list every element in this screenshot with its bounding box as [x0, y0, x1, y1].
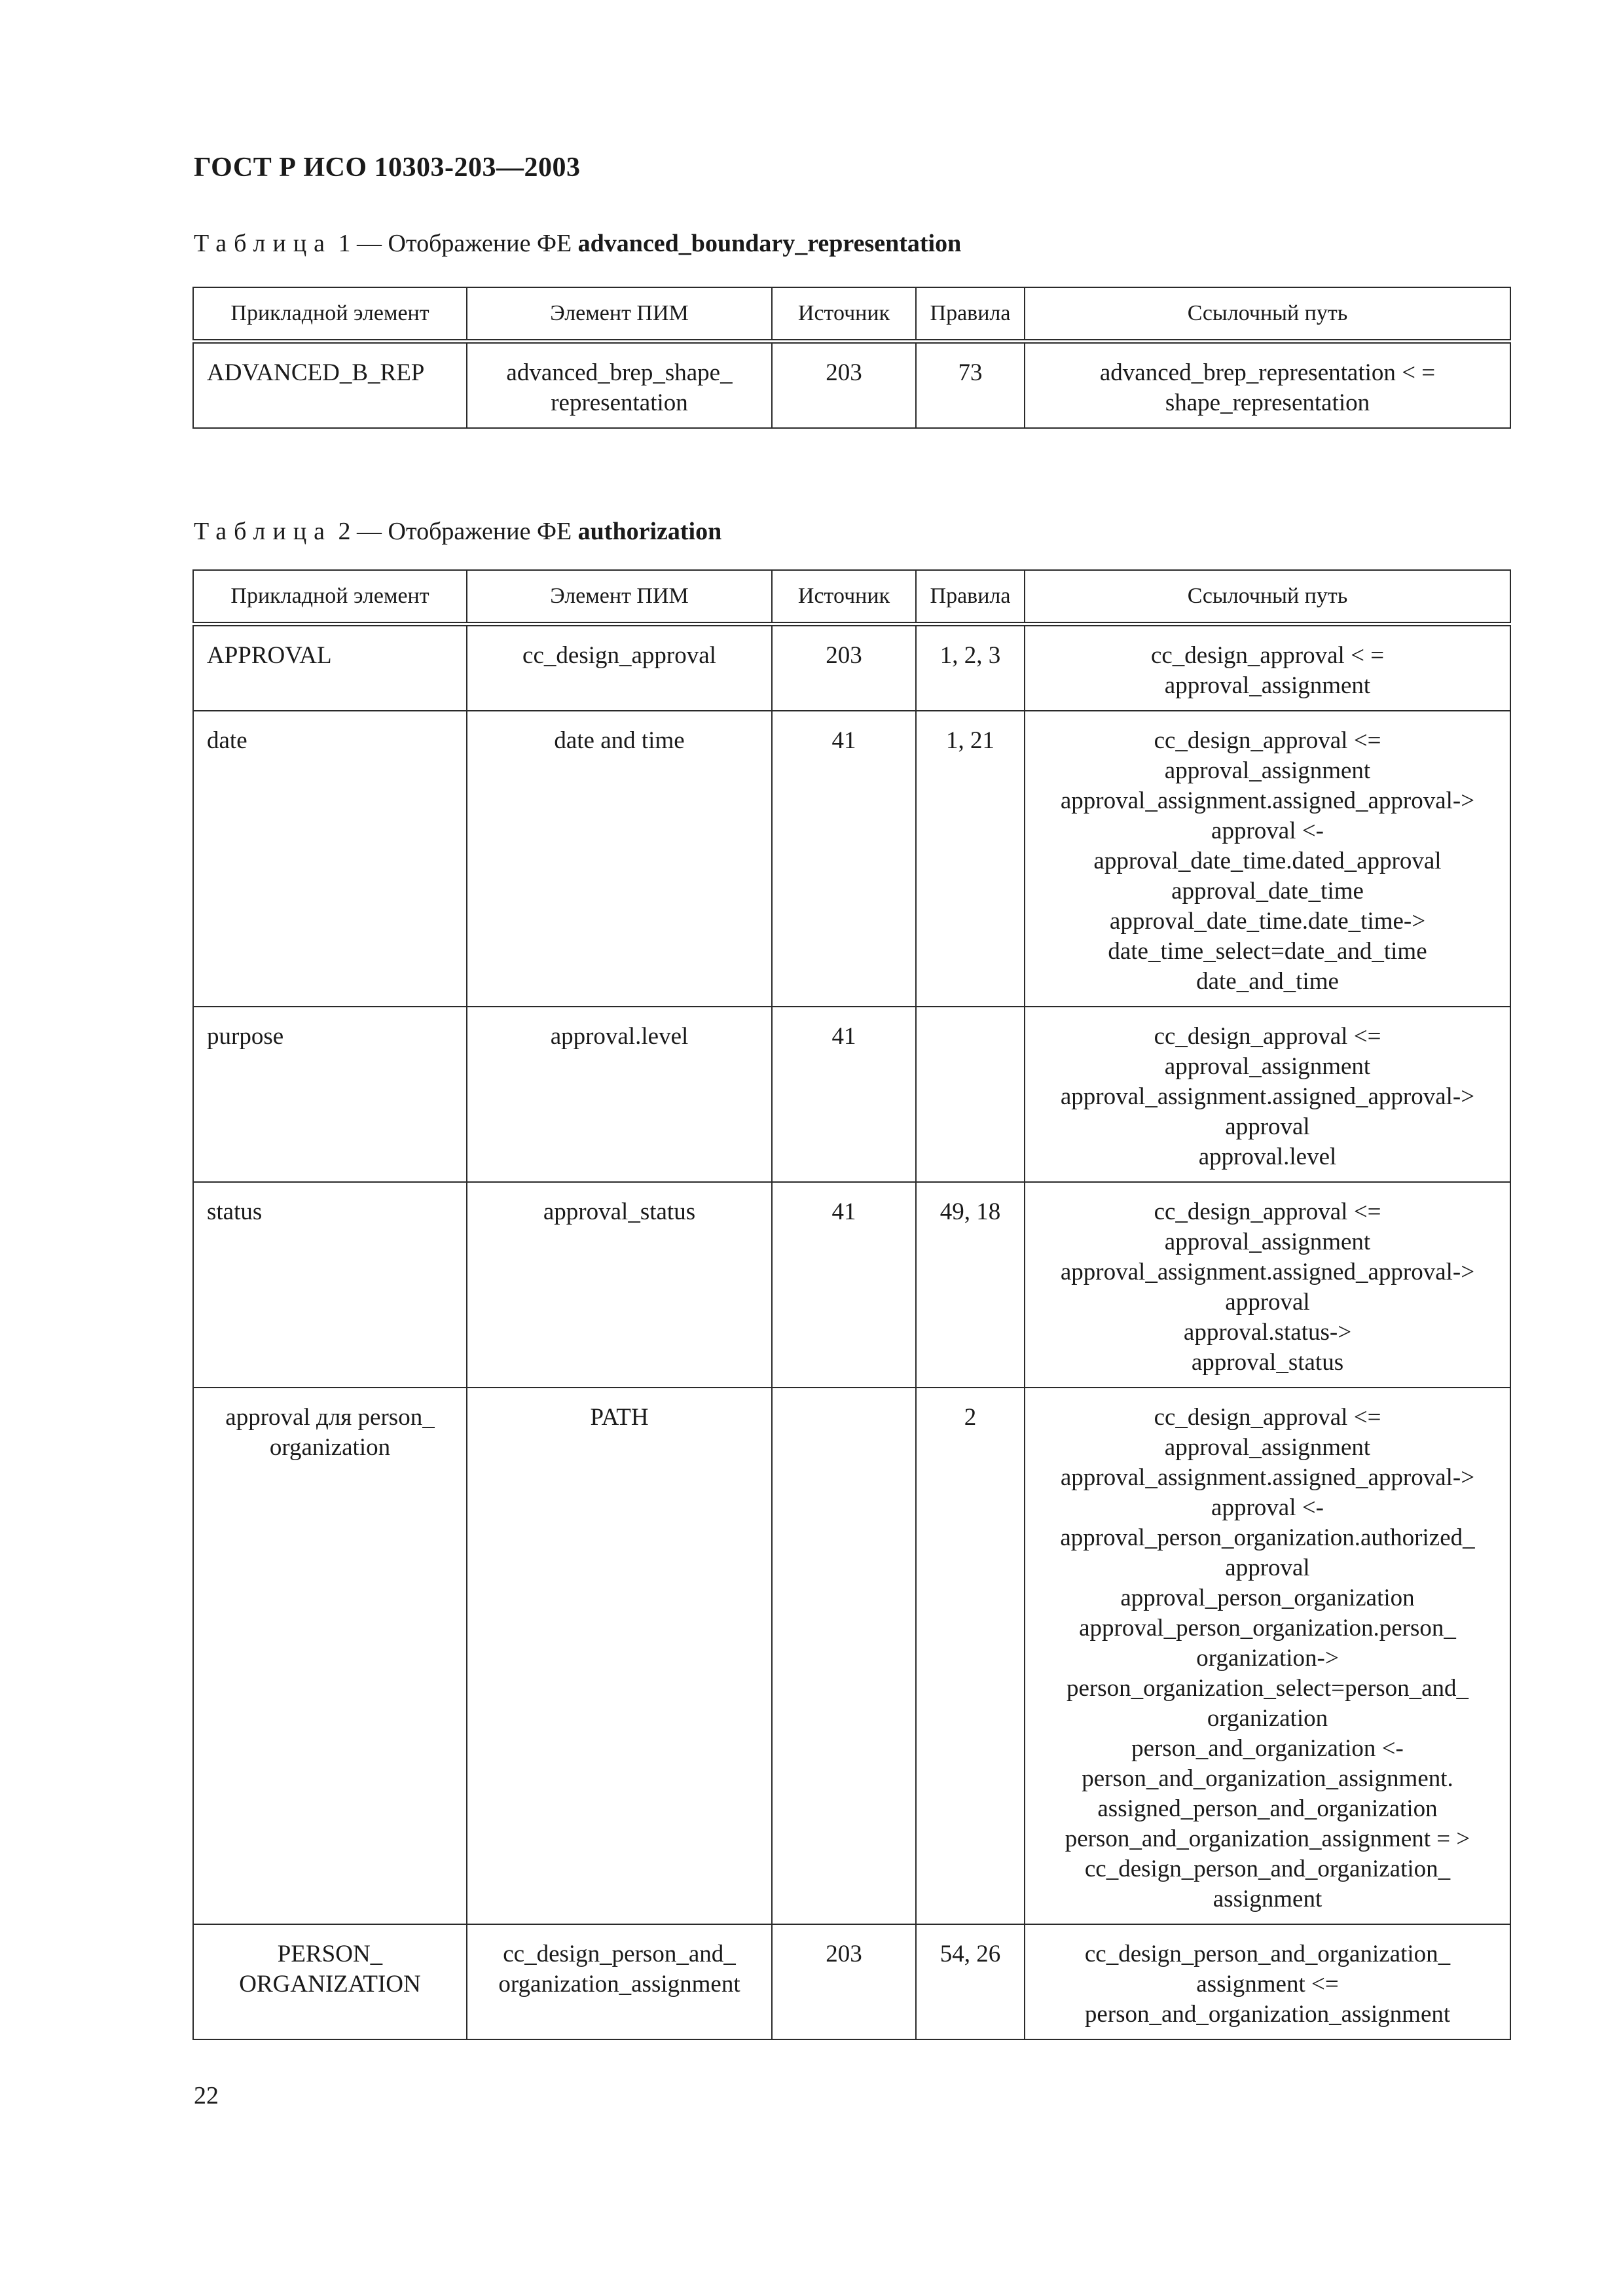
table-row [193, 624, 1510, 711]
table-row [193, 1924, 1510, 2039]
reference-path-line: approval [1225, 1289, 1310, 1316]
reference-path-line: approval_assignment [1164, 1434, 1371, 1461]
reference-path-line: shape_representation [1165, 389, 1370, 416]
reference-path-line: advanced_brep_representation < = [1099, 359, 1436, 386]
cell-source: 203 [772, 342, 916, 429]
cell-app-element: PERSON_ ORGANIZATION [193, 1924, 467, 2039]
reference-path-line: organization-> [1196, 1645, 1339, 1672]
reference-path-line: person_and_organization <- [1131, 1735, 1404, 1762]
cell-source: 41 [772, 1182, 916, 1388]
cell-aim-element: cc_design_approval [467, 624, 772, 711]
reference-path-line: cc_design_approval <= [1154, 1023, 1381, 1050]
cell-source: 203 [772, 1924, 916, 2039]
column-header-aim-element: Элемент ПИМ [467, 570, 772, 624]
table-row [193, 711, 1510, 1007]
cell-app-element: status [193, 1182, 467, 1388]
cell-reference-path [1025, 711, 1510, 1007]
table-row [193, 1007, 1510, 1182]
reference-path-line: date_time_select=date_and_time [1108, 938, 1427, 965]
column-header-source: Источник [772, 570, 916, 624]
reference-path-line: cc_design_person_and_organization_ [1084, 1941, 1451, 1967]
cell-aim-element: PATH [467, 1388, 772, 1924]
column-header-aim-element: Элемент ПИМ [467, 287, 772, 342]
cell-rules: 1, 2, 3 [916, 624, 1025, 711]
reference-path-line: approval_person_organization [1120, 1585, 1415, 1611]
reference-path-line: organization [1207, 1705, 1328, 1732]
table-row [193, 342, 1510, 429]
reference-path-line: cc_design_approval <= [1154, 1404, 1381, 1431]
reference-path-line: approval_person_organization.person_ [1079, 1615, 1456, 1641]
page-number: 22 [194, 2082, 219, 2109]
reference-path-line: assignment [1213, 1886, 1322, 1912]
reference-path-line: approval <- [1211, 817, 1324, 844]
reference-path-line: approval.status-> [1183, 1319, 1352, 1346]
cell-app-element: APPROVAL [193, 624, 467, 711]
table-1 [192, 287, 1511, 429]
reference-path-line: person_and_organization_assignment = > [1065, 1825, 1470, 1852]
table-1-caption-text: 1 — Отображение ФЕ [338, 230, 578, 257]
cell-reference-path [1025, 1182, 1510, 1388]
reference-path-line: approval [1225, 1113, 1310, 1140]
column-header-app-element: Прикладной элемент [193, 570, 467, 624]
table-row [193, 1388, 1510, 1924]
cell-aim-element: approval_status [467, 1182, 772, 1388]
reference-path-line: approval_date_time.date_time-> [1109, 908, 1426, 935]
table-row [193, 1182, 1510, 1388]
reference-path-line: cc_design_person_and_organization_ [1084, 1856, 1451, 1882]
cell-app-element: ADVANCED_B_REP [193, 342, 467, 429]
reference-path-line: approval_assignment [1164, 672, 1371, 699]
table-2 [192, 569, 1511, 2040]
cell-rules: 73 [916, 342, 1025, 429]
reference-path-line: approval_date_time [1171, 878, 1364, 905]
cell-aim-element: date and time [467, 711, 772, 1007]
reference-path-line: approval_status [1191, 1349, 1344, 1376]
cell-reference-path [1025, 1388, 1510, 1924]
column-header-rules: Правила [916, 287, 1025, 342]
reference-path-line: approval_assignment.assigned_approval-> [1060, 787, 1475, 814]
column-header-reference-path: Ссылочный путь [1025, 287, 1510, 342]
cell-rules: 1, 21 [916, 711, 1025, 1007]
reference-path-line: cc_design_approval <= [1154, 1198, 1381, 1225]
reference-path-line: assignment <= [1196, 1971, 1339, 1998]
reference-path-line: approval_assignment.assigned_approval-> [1060, 1083, 1475, 1110]
table-1-caption [194, 229, 961, 258]
reference-path-line: cc_design_approval < = [1150, 642, 1385, 669]
cell-reference-path [1025, 342, 1510, 429]
reference-path-line: approval_assignment [1164, 1229, 1371, 1255]
cell-aim-element: approval.level [467, 1007, 772, 1182]
table-2-body [193, 624, 1510, 2040]
table-1-body [193, 342, 1510, 429]
cell-aim-element: cc_design_person_and_ organization_assignment [467, 1924, 772, 2039]
column-header-rules: Правила [916, 570, 1025, 624]
reference-path-line: person_organization_select=person_and_ [1066, 1675, 1469, 1702]
cell-source: 41 [772, 711, 916, 1007]
table-1-caption-entity: advanced_boundary_representation [577, 230, 962, 257]
cell-app-element: purpose [193, 1007, 467, 1182]
cell-reference-path [1025, 1924, 1510, 2039]
reference-path-line: approval.level [1198, 1143, 1337, 1170]
reference-path-line: approval_assignment.assigned_approval-> [1060, 1259, 1475, 1285]
table-2-caption-word: Таблица [194, 518, 333, 545]
cell-aim-element: advanced_brep_shape_ representation [467, 342, 772, 429]
cell-reference-path [1025, 1007, 1510, 1182]
reference-path-line: assigned_person_and_organization [1097, 1795, 1438, 1822]
column-header-reference-path: Ссылочный путь [1025, 570, 1510, 624]
document-header: ГОСТ Р ИСО 10303-203—2003 [194, 152, 581, 183]
reference-path-line: approval_assignment [1164, 757, 1371, 784]
table-1-caption-word: Таблица [194, 230, 333, 257]
column-header-source: Источник [772, 287, 916, 342]
table-1-header-row [193, 287, 1510, 342]
reference-path-line: approval_person_organization.authorized_ [1060, 1524, 1475, 1551]
reference-path-line: approval_date_time.dated_approval [1093, 848, 1442, 874]
cell-app-element: approval для person_ organization [193, 1388, 467, 1924]
cell-source: 203 [772, 624, 916, 711]
table-2-header-row [193, 570, 1510, 624]
cell-source [772, 1388, 916, 1924]
cell-rules: 49, 18 [916, 1182, 1025, 1388]
reference-path-line: approval <- [1211, 1494, 1324, 1521]
reference-path-line: cc_design_approval <= [1154, 727, 1381, 754]
cell-rules: 54, 26 [916, 1924, 1025, 2039]
table-2-caption [194, 517, 721, 546]
cell-rules: 2 [916, 1388, 1025, 1924]
cell-rules [916, 1007, 1025, 1182]
reference-path-line: person_and_organization_assignment. [1082, 1765, 1453, 1792]
reference-path-line: approval_assignment [1164, 1053, 1371, 1080]
cell-reference-path [1025, 624, 1510, 711]
table-2-caption-text: 2 — Отображение ФЕ [338, 518, 578, 545]
reference-path-line: approval_assignment.assigned_approval-> [1060, 1464, 1475, 1491]
reference-path-line: person_and_organization_assignment [1084, 2001, 1451, 2028]
column-header-app-element: Прикладной элемент [193, 287, 467, 342]
reference-path-line: date_and_time [1196, 968, 1339, 995]
table-2-caption-entity: authorization [577, 518, 722, 545]
cell-app-element: date [193, 711, 467, 1007]
cell-source: 41 [772, 1007, 916, 1182]
reference-path-line: approval [1225, 1554, 1310, 1581]
